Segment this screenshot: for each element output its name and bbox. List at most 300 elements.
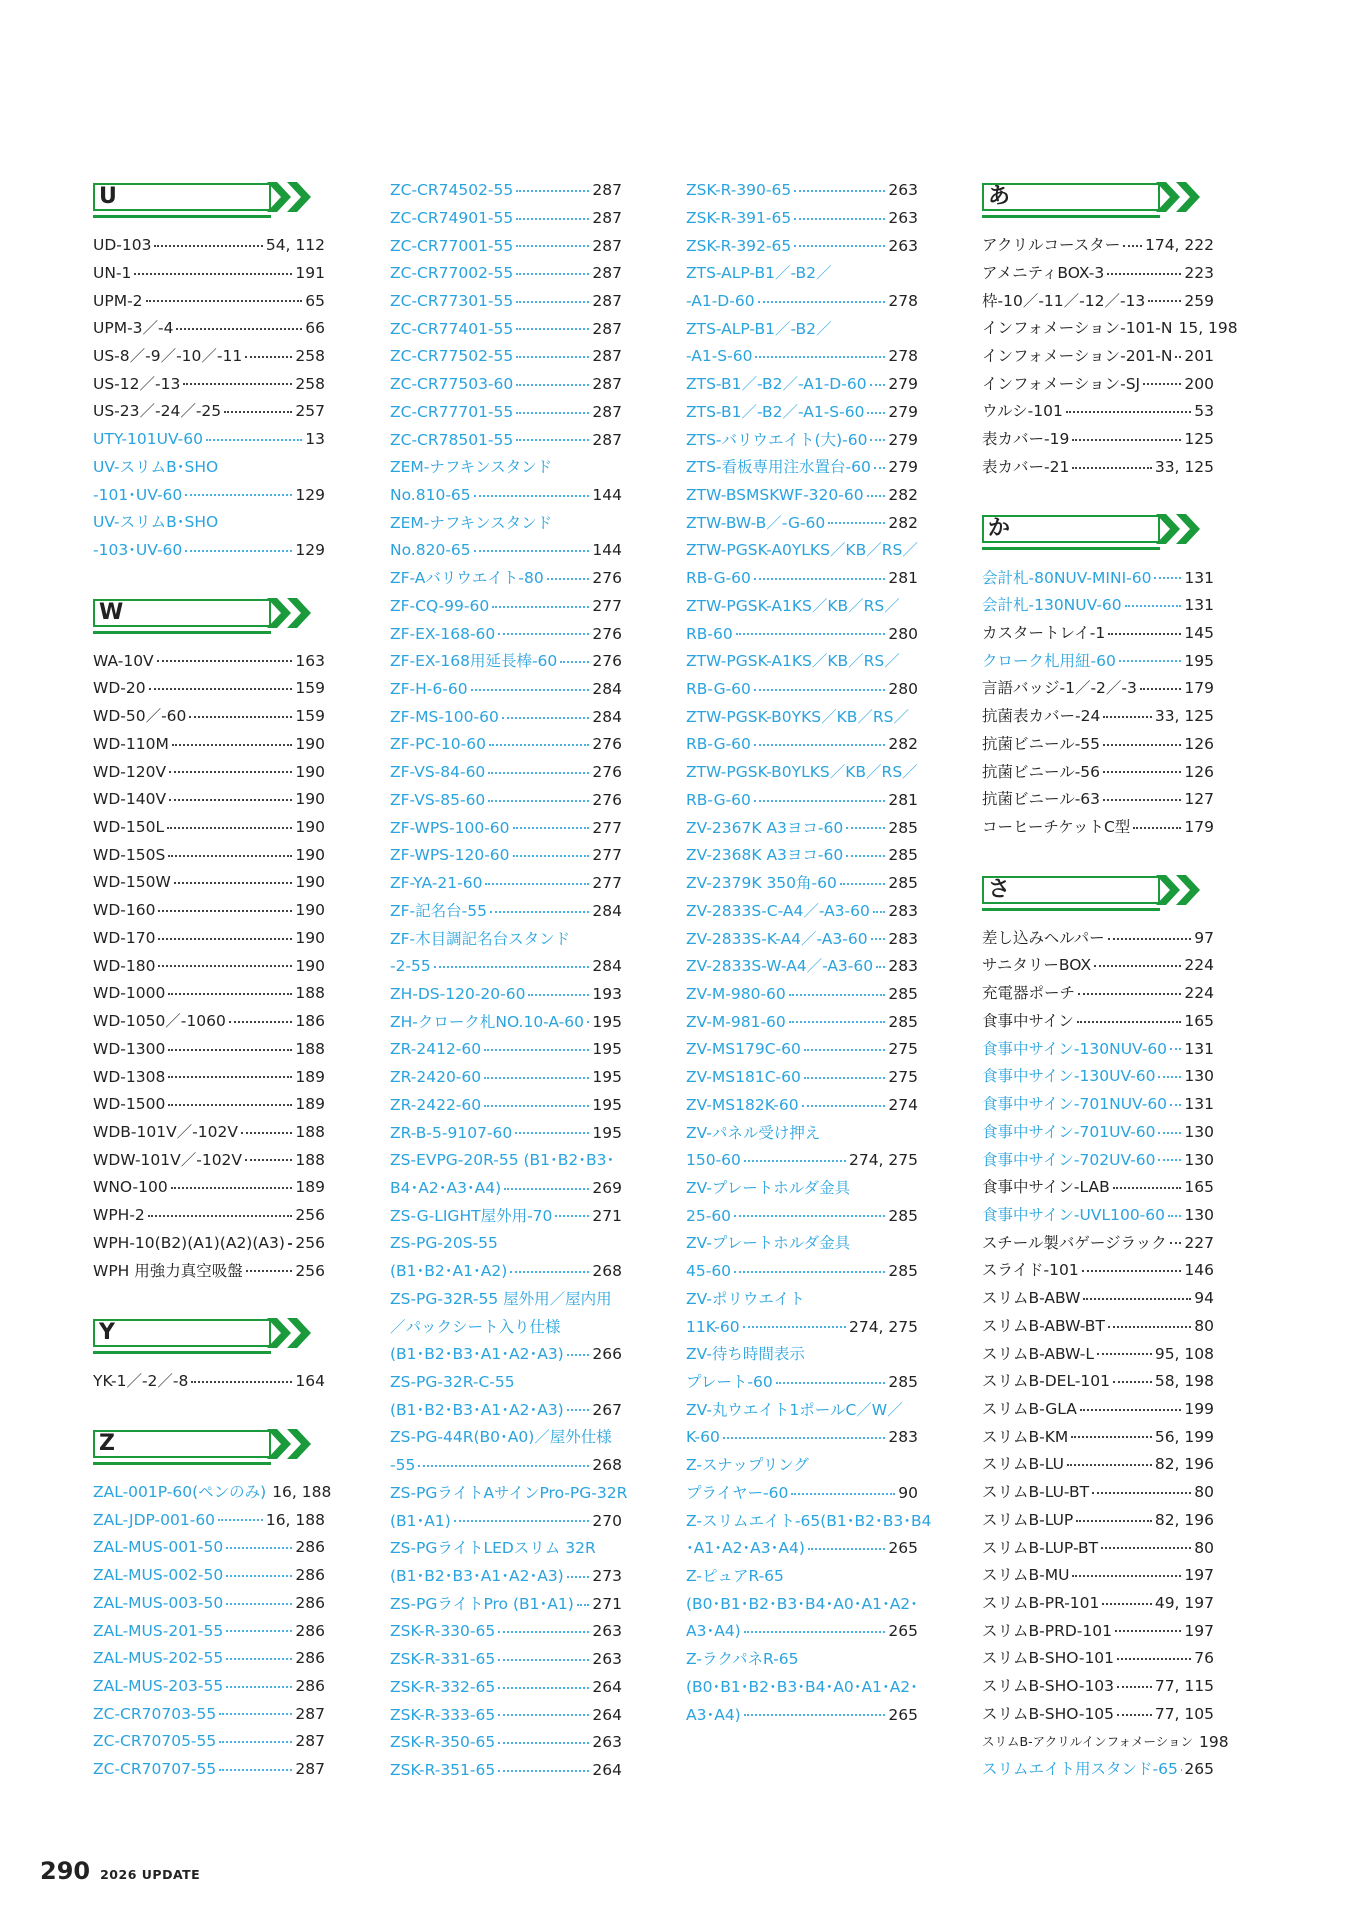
entry-name: RB-60	[686, 624, 733, 643]
dot-leader	[484, 1077, 589, 1079]
entry-name: スリムB-SHO-103	[982, 1677, 1115, 1696]
entry-page-ref: 190	[295, 956, 325, 975]
index-entry	[686, 676, 918, 704]
entry-page-ref: 277	[592, 596, 622, 615]
index-entry	[982, 1562, 1214, 1590]
entry-page-ref: 130	[1184, 1205, 1214, 1224]
entry-page-ref: 284	[592, 680, 622, 699]
section-letter: Z	[99, 1430, 115, 1456]
dot-leader	[1125, 605, 1182, 607]
index-entry	[390, 1674, 622, 1702]
dot-leader	[1103, 771, 1181, 773]
entry-name: UN-1	[93, 263, 132, 282]
section-header-box	[93, 1430, 271, 1458]
entry-page-ref: 286	[295, 1538, 325, 1557]
dot-leader	[498, 1659, 589, 1661]
index-entry	[390, 704, 622, 732]
index-entry	[686, 1369, 918, 1397]
index-entry	[982, 1507, 1214, 1535]
index-entry	[93, 731, 325, 759]
entry-name: ZC-CR78501-55	[390, 430, 514, 449]
entry-name: WD-170	[93, 928, 156, 947]
entry-name: ZS-PG-20S-55	[390, 1234, 498, 1253]
index-entry	[982, 1368, 1214, 1396]
dot-leader	[245, 1159, 292, 1161]
entry-page-ref: 287	[295, 1760, 325, 1779]
dot-leader	[789, 1021, 886, 1023]
entry-page-ref: 127	[1184, 790, 1214, 809]
entry-page-ref: 195	[592, 1095, 622, 1114]
index-entry	[686, 870, 918, 898]
entry-name: ZV-プレートホルダ金具	[686, 1234, 851, 1253]
entry-name: カスタートレイ-1	[982, 624, 1106, 643]
entry-page-ref: 90	[898, 1483, 918, 1502]
index-entry	[93, 1008, 325, 1036]
entry-page-ref: 191	[295, 263, 325, 282]
index-entry	[390, 1424, 622, 1452]
index-entry	[93, 1147, 325, 1175]
entry-page-ref: 190	[295, 873, 325, 892]
index-entry	[390, 1341, 622, 1369]
entry-name: ZF-YA-21-60	[390, 874, 483, 893]
entry-name: ･A1･A2･A3･A4)	[686, 1539, 805, 1558]
index-entry	[93, 842, 325, 870]
entry-page-ref: 279	[888, 375, 918, 394]
dot-leader	[516, 384, 589, 386]
index-entry	[982, 925, 1214, 953]
index-entry	[982, 1701, 1214, 1729]
entry-page-ref: 33, 125	[1154, 707, 1214, 726]
entry-name: ZAL-MUS-201-55	[93, 1621, 224, 1640]
dot-leader	[794, 190, 885, 192]
entry-name: (B1･B2･A1･A2)	[390, 1262, 508, 1281]
entry-name: RB-G-60	[686, 569, 751, 588]
entry-page-ref: 33, 125	[1154, 457, 1214, 476]
dot-leader	[1115, 1630, 1181, 1632]
index-entry	[390, 1452, 622, 1480]
index-entry	[982, 814, 1214, 842]
entry-name: 食事中サイン	[982, 1011, 1074, 1030]
entry-page-ref: 189	[295, 1178, 325, 1197]
entry-name: (B1･B2･B3･A1･A2･A3)	[390, 1567, 564, 1586]
entry-page-ref: 201	[1184, 346, 1214, 365]
index-entry	[93, 1617, 325, 1645]
index-entry	[982, 1202, 1214, 1230]
index-entry	[686, 1702, 918, 1730]
index-entry	[93, 897, 325, 925]
index-entry	[982, 703, 1214, 731]
entry-page-ref: 286	[295, 1593, 325, 1612]
index-entry	[686, 842, 918, 870]
entry-page-ref: 285	[888, 846, 918, 865]
double-chevron-icon	[267, 180, 317, 214]
index-entry	[93, 869, 325, 897]
index-entry	[390, 1313, 622, 1341]
index-entry	[93, 980, 325, 1008]
entry-name: ZV-2368K A3ヨコ-60	[686, 846, 844, 865]
dot-leader	[1078, 993, 1181, 995]
dot-leader	[1066, 411, 1191, 413]
index-entry	[686, 787, 918, 815]
entry-page-ref: 276	[592, 790, 622, 809]
entry-page-ref: 80	[1194, 1316, 1214, 1335]
entry-name: ZSK-R-333-65	[390, 1705, 496, 1724]
entry-page-ref: 129	[295, 485, 325, 504]
entry-page-ref: 131	[1184, 596, 1214, 615]
index-entry	[686, 454, 918, 482]
entry-name: 表カバー-21	[982, 457, 1070, 476]
entry-page-ref: 179	[1184, 818, 1214, 837]
entry-page-ref: 197	[1184, 1566, 1214, 1585]
entry-page-ref: 287	[592, 181, 622, 200]
dot-leader	[870, 384, 886, 386]
entry-name: ZF-Aバリウエイト-80	[390, 569, 544, 588]
entry-page-ref: 286	[295, 1621, 325, 1640]
entry-name: ZV-MS181C-60	[686, 1068, 801, 1087]
entry-page-ref: 276	[592, 763, 622, 782]
entry-page-ref: 275	[888, 1040, 918, 1059]
entry-name: スリムB-ABW-BT	[982, 1316, 1105, 1335]
index-entry	[686, 953, 918, 981]
entry-name: ZR-2412-60	[390, 1040, 482, 1059]
entry-page-ref: 285	[888, 1012, 918, 1031]
entry-page-ref: 16, 188	[272, 1482, 332, 1501]
section-header-underline	[982, 908, 1160, 911]
index-entry	[390, 177, 622, 205]
entry-page-ref: 263	[592, 1622, 622, 1641]
entry-name: スリムエイト用スタンド-65	[982, 1760, 1178, 1779]
section-header	[982, 177, 1214, 232]
dot-leader	[226, 1603, 292, 1605]
dot-leader	[1117, 1714, 1152, 1716]
entry-page-ref: 285	[888, 1373, 918, 1392]
index-entry	[93, 1673, 325, 1701]
index-entry	[390, 842, 622, 870]
dot-leader	[168, 1049, 292, 1051]
index-entry	[686, 704, 918, 732]
index-entry	[686, 1119, 918, 1147]
entry-name: ZTW-PGSK-B0YKS／KB／RS／	[686, 707, 910, 726]
dot-leader	[206, 439, 302, 441]
entry-page-ref: 287	[592, 236, 622, 255]
section-header-underline	[93, 1462, 271, 1465]
dot-leader	[802, 1105, 886, 1107]
entry-name: ZAL-MUS-003-50	[93, 1593, 224, 1612]
entry-name: ZS-EVPG-20R-55 (B1･B2･B3･	[390, 1151, 615, 1170]
entry-name: 充電器ポーチ	[982, 984, 1076, 1003]
index-entry	[390, 1757, 622, 1785]
index-entry	[390, 1064, 622, 1092]
index-entry	[686, 1508, 932, 1536]
index-entry	[982, 454, 1214, 482]
index-entry	[93, 260, 325, 288]
dot-leader	[516, 273, 589, 275]
entry-name: ZAL-MUS-203-55	[93, 1677, 224, 1696]
entry-name: WD-120V	[93, 762, 167, 781]
entry-page-ref: 186	[295, 1012, 325, 1031]
entry-page-ref: 279	[888, 402, 918, 421]
dot-leader	[288, 1243, 292, 1245]
entry-name: ／パックシート入り仕様	[390, 1317, 561, 1336]
dot-leader	[1107, 273, 1181, 275]
entry-page-ref: 287	[592, 402, 622, 421]
index-entry	[982, 675, 1214, 703]
entry-page-ref: 56, 199	[1154, 1427, 1214, 1446]
dot-leader	[1077, 1021, 1181, 1023]
index-entry	[982, 315, 1238, 343]
index-entry	[390, 537, 622, 565]
entry-page-ref: 94	[1194, 1289, 1214, 1308]
entry-name: ZTW-PGSK-B0YLKS／KB／RS／	[686, 763, 918, 782]
dot-leader	[776, 1382, 886, 1384]
entry-name: US-8／-9／-10／-11	[93, 346, 243, 365]
index-entry	[982, 1313, 1214, 1341]
entry-name: 差し込みヘルパー	[982, 928, 1105, 947]
entry-name: ZV-丸ウエイト1ポールC／W／	[686, 1400, 903, 1419]
index-entry	[390, 1286, 622, 1314]
dot-leader	[794, 245, 885, 247]
index-entry	[686, 288, 918, 316]
index-entry	[686, 1258, 918, 1286]
dot-leader	[744, 1714, 886, 1716]
entry-page-ref: 200	[1184, 374, 1214, 393]
index-entry	[982, 1091, 1214, 1119]
index-entry	[390, 232, 622, 260]
entry-page-ref: 267	[592, 1400, 622, 1419]
dot-leader	[1103, 799, 1181, 801]
index-entry	[390, 454, 622, 482]
dot-leader	[867, 412, 885, 414]
entry-name: 枠-10／-11／-12／-13	[982, 291, 1146, 310]
dot-leader	[474, 550, 590, 552]
dot-leader	[219, 1741, 292, 1743]
entry-name: 抗菌表カバー-24	[982, 707, 1101, 726]
entry-name: WD-1000	[93, 984, 166, 1003]
index-entry	[686, 1175, 918, 1203]
dot-leader	[157, 660, 293, 662]
index-entry	[390, 371, 622, 399]
entry-page-ref: 80	[1194, 1538, 1214, 1557]
entry-page-ref: 286	[295, 1677, 325, 1696]
dot-leader	[1113, 1187, 1182, 1189]
entry-name: スリムB-SHO-101	[982, 1649, 1115, 1668]
dot-leader	[454, 1520, 590, 1522]
entry-name: ZEM-ナフキンスタンド	[390, 458, 553, 477]
index-entry	[686, 177, 918, 205]
dot-leader	[191, 1381, 292, 1383]
dot-leader	[502, 717, 590, 719]
dot-leader	[846, 827, 885, 829]
entry-page-ref: 190	[295, 818, 325, 837]
index-entry	[390, 815, 622, 843]
dot-leader	[498, 1770, 589, 1772]
dot-leader	[846, 855, 885, 857]
index-entry	[93, 703, 325, 731]
entry-page-ref: 277	[592, 874, 622, 893]
index-entry	[390, 1397, 622, 1425]
entry-page-ref: 266	[592, 1345, 622, 1364]
index-entry	[686, 232, 918, 260]
section-gap	[982, 481, 1214, 509]
index-entry	[93, 1368, 325, 1396]
entry-page-ref: 179	[1184, 679, 1214, 698]
section-header	[93, 593, 325, 648]
entry-name: ZTS-看板専用注水置台-60	[686, 458, 871, 477]
index-entry	[982, 343, 1214, 371]
index-entry	[686, 1341, 918, 1369]
index-entry	[982, 1756, 1214, 1784]
entry-page-ref: 16, 188	[265, 1510, 325, 1529]
entry-page-ref: 159	[295, 679, 325, 698]
entry-page-ref: 282	[888, 513, 918, 532]
dot-leader	[226, 1630, 292, 1632]
entry-page-ref: 276	[592, 624, 622, 643]
entry-page-ref: 282	[888, 486, 918, 505]
index-entry	[390, 565, 622, 593]
index-entry	[390, 1369, 622, 1397]
index-entry	[686, 1535, 918, 1563]
dot-leader	[488, 772, 589, 774]
entry-page-ref: 283	[888, 957, 918, 976]
index-entry	[982, 731, 1214, 759]
entry-name: ZAL-MUS-002-50	[93, 1566, 224, 1585]
entry-name: YK-1／-2／-8	[93, 1372, 189, 1391]
dot-leader	[1067, 1464, 1152, 1466]
entry-page-ref: 270	[592, 1511, 622, 1530]
entry-name: -2-55	[390, 957, 431, 976]
entry-page-ref: 274, 275	[848, 1317, 918, 1336]
entry-name: サニタリーBOX	[982, 956, 1092, 975]
entry-page-ref: 287	[592, 430, 622, 449]
entry-page-ref: 265	[888, 1622, 918, 1641]
entry-name: WDW-101V／-102V	[93, 1150, 243, 1169]
entry-name: WPH-2	[93, 1206, 145, 1225]
dot-leader	[1072, 1575, 1181, 1577]
index-entry	[982, 1673, 1214, 1701]
dot-leader	[434, 966, 590, 968]
entry-page-ref: 279	[888, 430, 918, 449]
entry-name: WD-150S	[93, 845, 166, 864]
dot-leader	[185, 494, 292, 496]
entry-name: 言語バッジ-1／-2／-3	[982, 679, 1137, 698]
index-entry	[982, 1424, 1214, 1452]
index-entry	[93, 953, 325, 981]
entry-page-ref: 276	[592, 569, 622, 588]
entry-name: -A1-D-60	[686, 291, 755, 310]
dot-leader	[734, 1271, 885, 1273]
index-entry	[686, 260, 918, 288]
dot-leader	[224, 411, 292, 413]
dot-leader	[723, 1437, 886, 1439]
index-entry	[686, 1313, 918, 1341]
index-entry	[982, 1479, 1214, 1507]
entry-page-ref: 256	[295, 1206, 325, 1225]
index-entry	[93, 1562, 325, 1590]
entry-name: 11K-60	[686, 1317, 740, 1336]
dot-leader	[219, 1769, 292, 1771]
entry-page-ref: 77, 115	[1154, 1677, 1214, 1696]
entry-page-ref: 263	[888, 181, 918, 200]
entry-page-ref: 195	[592, 1040, 622, 1059]
dot-leader	[754, 800, 886, 802]
index-entry	[982, 1257, 1214, 1285]
dot-leader	[484, 1105, 589, 1107]
dot-leader	[516, 190, 589, 192]
entry-page-ref: 65	[305, 291, 325, 310]
entry-page-ref: 190	[295, 734, 325, 753]
dot-leader	[484, 1049, 589, 1051]
section-header-underline	[982, 215, 1160, 218]
entry-page-ref: 271	[592, 1594, 622, 1613]
index-entry	[982, 1396, 1214, 1424]
index-entry	[93, 537, 325, 565]
index-entry	[686, 205, 918, 233]
index-entry	[93, 786, 325, 814]
entry-page-ref: 165	[1184, 1011, 1214, 1030]
entry-name: ZV-2367K A3ヨコ-60	[686, 818, 844, 837]
entry-name: 25-60	[686, 1206, 732, 1225]
entry-page-ref: 287	[295, 1704, 325, 1723]
entry-page-ref: 197	[1184, 1621, 1214, 1640]
dot-leader	[1108, 633, 1181, 635]
index-entry	[982, 1645, 1214, 1673]
entry-name: ZSK-R-390-65	[686, 181, 792, 200]
entry-page-ref: 287	[592, 375, 622, 394]
index-entry	[686, 399, 918, 427]
section-header	[93, 1313, 325, 1368]
index-entry	[686, 648, 918, 676]
dot-leader	[218, 1519, 263, 1521]
entry-page-ref: 259	[1184, 291, 1214, 310]
entry-page-ref: 265	[888, 1539, 918, 1558]
entry-name: ZV-2379K 350角-60	[686, 874, 837, 893]
double-chevron-icon	[267, 596, 317, 630]
dot-leader	[736, 633, 886, 635]
dot-leader	[754, 689, 886, 691]
page-number: 290	[40, 1857, 91, 1885]
entry-name: (B0･B1･B2･B3･B4･A0･A1･A2･	[686, 1594, 918, 1613]
entry-page-ref: 285	[888, 818, 918, 837]
entry-name: ZS-PGライトAサインPro-PG-32R	[390, 1483, 628, 1502]
entry-page-ref: 82, 196	[1154, 1455, 1214, 1474]
index-entry	[686, 565, 918, 593]
index-entry	[982, 426, 1214, 454]
entry-page-ref: 66	[305, 319, 325, 338]
entry-name: ZF-H-6-60	[390, 680, 468, 699]
entry-page-ref: 256	[295, 1233, 325, 1252]
entry-page-ref: 58, 198	[1154, 1372, 1214, 1391]
dot-leader	[1117, 1658, 1191, 1660]
entry-page-ref: 223	[1184, 263, 1214, 282]
entry-name: ZV-2833S-C-A4／-A3-60	[686, 901, 870, 920]
dot-leader	[873, 911, 886, 913]
entry-page-ref: 130	[1184, 1122, 1214, 1141]
index-entry	[686, 537, 918, 565]
entry-page-ref: 284	[592, 957, 622, 976]
index-entry	[390, 1591, 622, 1619]
entry-page-ref: 193	[592, 984, 622, 1003]
dot-leader	[516, 412, 589, 414]
index-entry	[93, 454, 325, 482]
entry-page-ref: 285	[888, 874, 918, 893]
entry-page-ref: 276	[592, 652, 622, 671]
dot-leader	[498, 1631, 589, 1633]
entry-page-ref: 199	[1184, 1399, 1214, 1418]
dot-leader	[158, 910, 292, 912]
section-gap	[93, 565, 325, 593]
index-entry	[93, 925, 325, 953]
section-header-box	[93, 1319, 271, 1347]
